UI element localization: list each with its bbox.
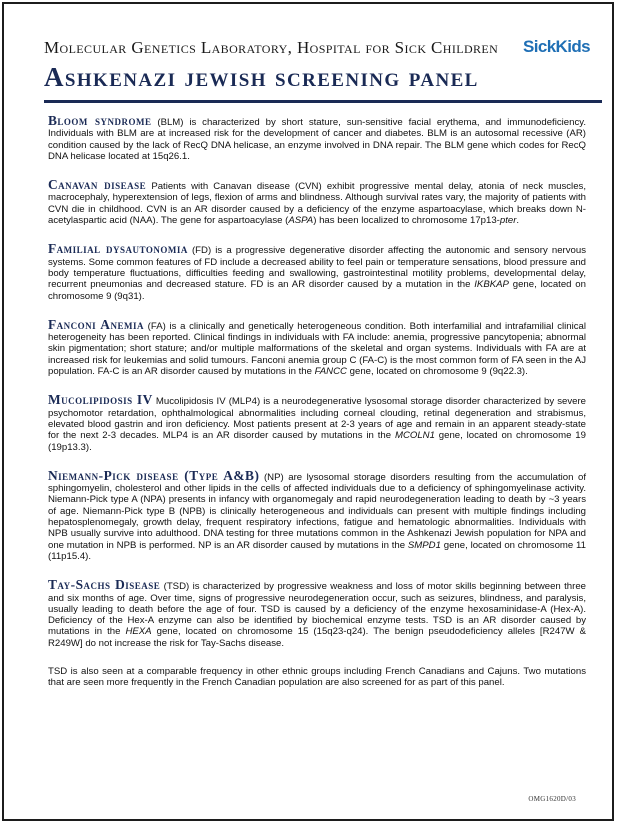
sickkids-logo: SickKids (522, 37, 590, 56)
section-heading: Mucolipidosis IV (48, 392, 153, 408)
section-fanconi-anemia (48, 316, 586, 378)
text-run: gene, located on chromosome 11 (11p15.4). (48, 539, 587, 562)
text-run: gene, located on chromosome 19 (19p13.3). (48, 430, 586, 453)
text-run: (FD) is a progressive degenerative disorder affecting the autonomic and sensory nervous systems. Some common features of FD include a decreased ability to feel pain or temperature sensations, blood pressure and body temperature fluctuations, difficulties feeding and swallowing, gastrointestinal motility problems, developmental delay, recurrent pneumonias and decreased stature. FD is an AR disorder caused by a mutation in the (48, 245, 586, 291)
section-heading: Canavan disease (48, 177, 147, 193)
text-run: Patients with Canavan disease (CVN) exhibit progressive mental delay, atonia of neck muscles, macrocephaly, hyperextension of legs, flexion of arms and blindness. Although survival rates vary, the majority of patients with CVN die in childhood. CVN is an AR disorder caused by a deficiency of the enzyme aspartoacylase, which breaks down N-acetylaspartic acid (NAA). The gene for aspartoacylase ( (48, 181, 586, 227)
document-page (2, 2, 614, 821)
section-heading: Tay-Sachs Disease (48, 577, 161, 593)
gene-name: SMPD1 (407, 539, 441, 551)
section-tay-sachs-disease (48, 579, 586, 649)
section-niemann-pick-disease (48, 467, 587, 562)
gene-name: ASPA (288, 215, 314, 227)
text-run: (TSD) is characterized by progressive weakness and loss of motor skills beginning between three and six months of age. Over time, signs of progressive neurodegeneration occur, such as seizures, blindness, and paralysis, usually leading to death before the age of four. TSD is caused by a deficiency of the enzyme hexosaminidase-A (Hex-A). Deficiency of the Hex-A enzyme can also be identified by biochemical enzyme tests. TSD is an AR disorder caused by mutations in the (48, 581, 586, 638)
section-text (48, 472, 586, 562)
text-run: (FA) is a clinically and genetically heterogeneous condition. Both interfamilial and intrafamilial clinical heterogeneity has been reported. Clinical findings in individuals with FA include: anemia, progressive pancytopenia; abnormal skin pigmentation; short stature; and/or multiple malformations of the skeletal and organ systems. Individuals with FA are at increased risk for leukemias and solid tumours. Fanconi anemia group C (FA-C) is the most common form of FA seen in the AJ population. FA-C is an AR disorder caused by mutations in the (48, 320, 586, 378)
section-mucolipidosis-iv (48, 394, 586, 452)
section-bloom-syndrome (48, 115, 586, 162)
closing-paragraph: TSD is also seen at a comparable frequency in other ethnic groups including French Canadians and Cajuns. Two mutations that are seen more frequently in the French Canadian population are also screened for as part of this panel. (48, 665, 586, 689)
section-heading: Familial dysautonomia (48, 241, 188, 257)
text-run: (BLM) is characterized by short stature, sun-sensitive facial erythema, and immunodeficiency. Individuals with BLM are at increased risk for the development of cancer and diabetes. BLM is an autosomal recessive (AR) condition caused by the lack of RecQ DNA helicase, an enzyme involved in DNA repair. The BLM gene which codes for RecQ DNA helicase located at 15q26.1. (48, 117, 587, 162)
text-run: gene, located on chromosome 15 (15q23-q24). The benign pseudodeficiency alleles [R247W & R249W] do not increase the risk for Tay-Sachs disease. (48, 626, 586, 649)
document-body (48, 115, 586, 698)
text-run: . (516, 215, 520, 227)
panel-title: Ashkenazi jewish screening panel (44, 62, 479, 92)
section-familial-dysautonomia (48, 243, 586, 301)
gene-name: MCOLN1 (394, 430, 435, 442)
section-heading: Bloom syndrome (48, 113, 152, 128)
header-divider (44, 100, 602, 103)
section-canavan-disease (48, 179, 586, 226)
text-run: Mucolipidosis IV (MLP4) is a neurodegenerative lysosomal storage disorder characterized by severe psychomotor retardation, ophthalmological abnormalities including corneal clouding, retinal degeneration and strabismus, elevated blood gastrin and iron deficiency. Most patients present at 2-3 years of age and remain in an apparent steady-state for the next 2-3 decades. MLP4 is an AR disorder caused by mutations in the (48, 396, 586, 442)
gene-name: FANCC (314, 366, 347, 378)
gene-name: IKBKAP (474, 279, 509, 291)
text-run: ) has been localized to chromosome 17p13- (313, 215, 500, 227)
header (44, 38, 604, 62)
text-run: gene, located on chromosome 9 (9q22.3). (346, 366, 528, 378)
section-heading: Niemann-Pick disease (Type A&B) (48, 467, 260, 483)
text-run: (NP) are lysosomal storage disorders resulting from the accumulation of sphingomyelin, cholesterol and other lipids in the cells of affected individuals due to a deficiency of sphingomyelinase activity. Niemann-Pick type A (NPA) presents in infancy with organomegaly and rapid neurodegeneration leading to death by ~3 years of age. Niemann-Pick type B (NPB) is clinically heterogeneous and individuals can present with multiple findings including hepatosplenomegaly, growth delay, frequent respiratory infections, fatigue and hematologic abnormalities. Individuals with NPB usually survive into adulthood. DNA testing for three mutations common in the Ashkenazi Jewish population for NPA and one mutation in NPB is performed. NP is an AR disorder caused by mutations in the (48, 471, 586, 551)
text-run: gene, located on chromosome 9 (9q31). (48, 279, 586, 302)
section-heading: Fanconi Anemia (48, 316, 144, 332)
lab-title: Molecular Genetics Laboratory, Hospital for Sick Children (44, 38, 499, 57)
document-code: OMG1620D/03 (528, 795, 576, 803)
gene-name: pter (499, 215, 517, 227)
gene-name: HEXA (125, 626, 152, 638)
